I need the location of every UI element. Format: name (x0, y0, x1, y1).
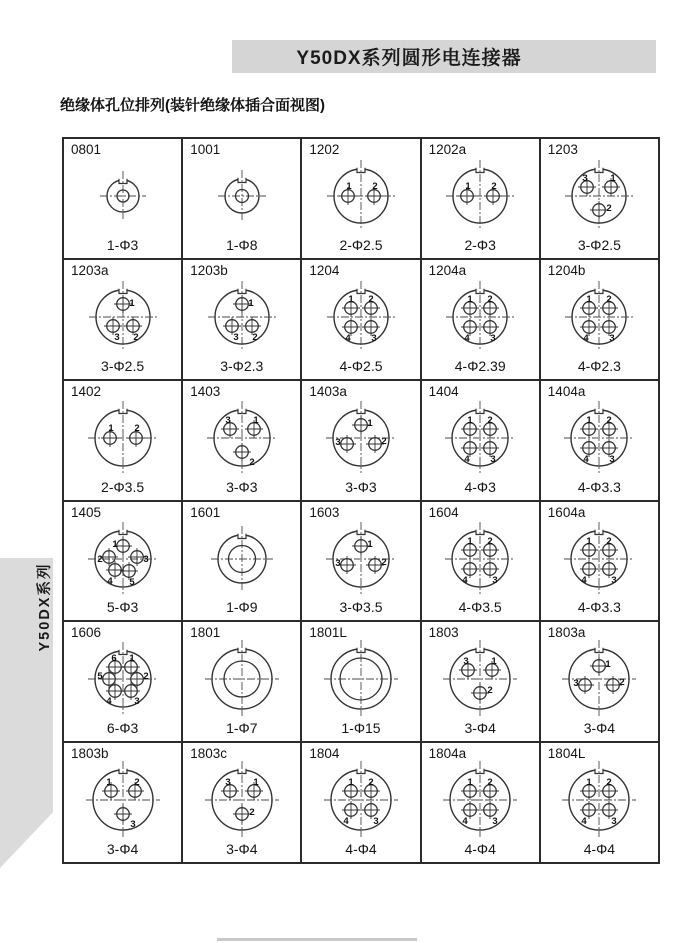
connector-diagram (73, 396, 173, 480)
table-cell (422, 139, 539, 258)
connector-diagram (549, 758, 649, 842)
diagram-area (192, 517, 292, 606)
hole-spec: 4-Φ4 (583, 841, 616, 857)
svg-text:3: 3 (492, 574, 498, 586)
hole-spec: 5-Φ3 (106, 599, 139, 616)
diagram-area (549, 758, 649, 847)
svg-text:2: 2 (619, 677, 626, 689)
table-cell (541, 743, 658, 862)
model-number: 1402 (71, 383, 102, 399)
svg-text:3: 3 (582, 173, 589, 184)
diagram-area (311, 396, 411, 485)
header-bar (232, 40, 656, 73)
svg-text:1: 1 (605, 659, 612, 671)
diagram-area (73, 758, 173, 847)
svg-text:2: 2 (487, 293, 493, 305)
svg-text:2: 2 (132, 331, 139, 343)
hole-spec: 4-Φ4 (345, 841, 377, 857)
model-number: 1203b (190, 262, 228, 278)
svg-text:2: 2 (133, 777, 140, 789)
svg-text:2: 2 (133, 422, 140, 434)
connector-diagram (192, 637, 292, 721)
hole-spec: 4-Φ2.3 (577, 357, 621, 374)
sidebar-series-label: Y50DX系列 (37, 562, 53, 652)
svg-text:1: 1 (348, 293, 354, 305)
hole-spec: 4-Φ3.3 (577, 478, 621, 495)
connector-diagram (311, 637, 411, 721)
svg-text:1: 1 (491, 656, 497, 668)
connector-diagram (192, 758, 292, 842)
table-cell (541, 381, 658, 500)
diagram-area (192, 758, 292, 847)
table-cell (183, 260, 300, 379)
diagram-area (549, 275, 649, 364)
hole-spec: 3-Φ2.5 (101, 357, 145, 374)
connector-diagram (549, 154, 649, 238)
table-cell (302, 622, 419, 741)
page-bottom-rule (217, 938, 417, 941)
svg-text:1: 1 (586, 777, 593, 789)
connector-diagram (311, 396, 411, 480)
table-cell (422, 260, 539, 379)
section-subtitle: 绝缘体孔位排列(装针绝缘体插合面视图) (60, 97, 325, 114)
connector-diagram (430, 275, 530, 359)
hole-spec: 3-Φ3 (226, 478, 258, 495)
svg-text:1: 1 (248, 297, 254, 309)
connector-diagram (192, 154, 292, 238)
hole-spec: 1-Φ15 (341, 720, 381, 737)
svg-text:2: 2 (381, 556, 387, 568)
model-number: 1803 (428, 625, 459, 641)
hole-spec: 3-Φ2.3 (220, 357, 264, 374)
svg-text:1: 1 (467, 535, 473, 547)
svg-text:1: 1 (586, 293, 593, 305)
hole-spec: 2-Φ2.5 (339, 236, 383, 253)
diagram-area (73, 517, 173, 606)
table-cell (183, 139, 300, 258)
svg-text:3: 3 (233, 331, 239, 343)
model-number: 1604 (428, 504, 459, 520)
svg-text:4: 4 (462, 574, 468, 586)
model-number: 1403a (309, 383, 347, 399)
hole-spec: 1-Φ7 (226, 720, 258, 737)
model-number: 1202 (309, 142, 340, 157)
hole-spec: 4-Φ2.5 (339, 357, 383, 374)
svg-text:4: 4 (343, 816, 349, 828)
hole-arrangement-table (62, 137, 660, 864)
page-title: Y50DX系列圆形电连接器 (296, 48, 522, 69)
model-number: 1204 (309, 262, 340, 278)
hole-spec: 3-Φ3 (345, 478, 377, 495)
model-number: 1803a (547, 625, 586, 641)
diagram-area (430, 758, 530, 847)
svg-text:2: 2 (491, 181, 497, 192)
connector-diagram (73, 758, 173, 842)
svg-text:5: 5 (128, 576, 135, 588)
svg-text:1: 1 (467, 777, 473, 789)
svg-text:4: 4 (583, 332, 590, 344)
svg-text:5: 5 (96, 671, 103, 683)
model-number: 1804 (309, 746, 340, 762)
svg-text:1: 1 (128, 653, 135, 665)
table-cell (302, 502, 419, 621)
connector-diagram (311, 758, 411, 842)
hole-spec: 3-Φ4 (106, 841, 139, 857)
table-cell (302, 260, 419, 379)
diagram-area (430, 517, 530, 606)
connector-diagram (311, 154, 411, 238)
hole-spec: 3-Φ4 (226, 841, 258, 857)
svg-text:3: 3 (490, 332, 496, 344)
model-number: 1202a (428, 142, 467, 157)
svg-text:2: 2 (252, 331, 258, 343)
diagram-area (73, 275, 173, 364)
model-number: 1803c (190, 746, 227, 762)
diagram-area (73, 154, 173, 243)
svg-text:4: 4 (345, 332, 351, 344)
table-cell (302, 381, 419, 500)
table-cell (64, 260, 181, 379)
svg-text:1: 1 (128, 297, 135, 309)
diagram-area (311, 637, 411, 726)
hole-spec: 3-Φ3.5 (339, 599, 383, 616)
svg-text:1: 1 (610, 173, 617, 184)
svg-text:1: 1 (105, 777, 112, 789)
svg-text:3: 3 (129, 819, 136, 831)
svg-text:1: 1 (367, 538, 373, 550)
table-cell (422, 622, 539, 741)
model-number: 1801L (309, 625, 347, 641)
svg-text:2: 2 (606, 293, 613, 305)
svg-text:3: 3 (142, 553, 149, 565)
model-number: 1603 (309, 504, 340, 520)
diagram-area (549, 396, 649, 485)
connector-diagram (549, 275, 649, 359)
model-number: 1403 (190, 383, 221, 399)
svg-text:1: 1 (467, 293, 473, 305)
svg-text:2: 2 (368, 777, 374, 789)
table-cell (422, 743, 539, 862)
connector-diagram (311, 517, 411, 601)
hole-spec: 1-Φ3 (106, 236, 139, 253)
svg-text:2: 2 (381, 435, 387, 447)
svg-text:1: 1 (107, 422, 114, 434)
svg-text:3: 3 (463, 656, 469, 668)
model-number: 1404 (428, 383, 459, 399)
connector-diagram (73, 517, 173, 601)
svg-text:2: 2 (368, 293, 374, 305)
table-cell (64, 743, 181, 862)
model-number: 1405 (71, 504, 102, 520)
svg-text:2: 2 (142, 671, 149, 683)
svg-text:1: 1 (253, 414, 259, 426)
svg-text:4: 4 (462, 816, 468, 828)
svg-text:2: 2 (487, 685, 493, 697)
hole-spec: 4-Φ3.3 (577, 599, 621, 616)
hole-spec: 4-Φ2.39 (454, 357, 506, 374)
svg-text:3: 3 (133, 696, 140, 708)
hole-spec: 4-Φ3.5 (458, 599, 502, 616)
svg-text:1: 1 (586, 535, 593, 547)
hole-spec: 3-Φ2.5 (577, 236, 621, 253)
hole-spec: 3-Φ4 (464, 720, 496, 737)
svg-text:4: 4 (105, 696, 112, 708)
svg-text:4: 4 (581, 816, 588, 828)
model-number: 1804L (547, 746, 586, 762)
connector-diagram (192, 517, 292, 601)
diagram-area (311, 758, 411, 847)
hole-spec: 3-Φ4 (583, 720, 616, 737)
connector-diagram (430, 396, 530, 480)
table-cell (64, 622, 181, 741)
table-cell (183, 381, 300, 500)
table-cell (541, 139, 658, 258)
svg-text:4: 4 (581, 574, 588, 586)
model-number: 1404a (547, 383, 586, 399)
model-number: 1601 (190, 504, 221, 520)
svg-text:2: 2 (96, 553, 103, 565)
connector-diagram (73, 637, 173, 721)
svg-text:4: 4 (583, 453, 590, 465)
diagram-area (192, 154, 292, 243)
connector-diagram (73, 154, 173, 238)
table-cell (183, 622, 300, 741)
svg-text:2: 2 (487, 777, 493, 789)
svg-text:3: 3 (113, 331, 120, 343)
svg-text:4: 4 (106, 575, 113, 587)
table-cell (64, 381, 181, 500)
svg-text:1: 1 (367, 417, 373, 429)
table-cell (64, 502, 181, 621)
model-number: 1204a (428, 262, 467, 278)
diagram-area (311, 154, 411, 243)
diagram-area (192, 275, 292, 364)
svg-text:3: 3 (609, 332, 616, 344)
svg-text:3: 3 (490, 453, 496, 465)
svg-text:3: 3 (335, 436, 341, 448)
diagram-area (549, 154, 649, 243)
svg-text:3: 3 (573, 678, 580, 690)
diagram-area (549, 517, 649, 606)
svg-text:3: 3 (371, 332, 377, 344)
model-number: 1606 (71, 625, 102, 641)
diagram-area (192, 396, 292, 485)
model-number: 1804a (428, 746, 467, 762)
model-number: 1803b (71, 746, 109, 762)
connector-diagram (192, 396, 292, 480)
table-cell (541, 622, 658, 741)
hole-spec: 1-Φ9 (226, 599, 258, 616)
diagram-area (430, 396, 530, 485)
table-cell (422, 502, 539, 621)
connector-diagram (73, 275, 173, 359)
diagram-area (192, 637, 292, 726)
connector-diagram (549, 517, 649, 601)
table-cell (541, 502, 658, 621)
model-number: 0801 (71, 142, 102, 157)
svg-text:1: 1 (111, 538, 118, 550)
connector-diagram (430, 758, 530, 842)
diagram-area (73, 637, 173, 726)
diagram-area (430, 275, 530, 364)
connector-diagram (311, 275, 411, 359)
connector-diagram (430, 154, 530, 238)
model-number: 1204b (547, 262, 586, 278)
hole-spec: 1-Φ8 (226, 236, 258, 253)
model-number: 1001 (190, 142, 221, 157)
table-cell (302, 743, 419, 862)
model-number: 1203a (71, 262, 109, 278)
svg-text:4: 4 (464, 453, 470, 465)
svg-text:2: 2 (487, 535, 493, 547)
model-number: 1801 (190, 625, 221, 641)
svg-text:3: 3 (492, 816, 498, 828)
svg-text:2: 2 (606, 777, 613, 789)
hole-spec: 4-Φ3 (464, 478, 496, 495)
table-cell (541, 260, 658, 379)
svg-text:3: 3 (225, 777, 231, 789)
svg-text:3: 3 (225, 414, 231, 426)
table-cell (422, 381, 539, 500)
svg-text:2: 2 (249, 807, 255, 819)
svg-text:3: 3 (335, 557, 341, 569)
svg-text:2: 2 (606, 414, 613, 426)
hole-spec: 4-Φ4 (464, 841, 496, 857)
svg-text:4: 4 (464, 332, 470, 344)
diagram-area (430, 154, 530, 243)
connector-diagram (549, 637, 649, 721)
svg-text:1: 1 (253, 777, 259, 789)
hole-spec: 2-Φ3 (464, 236, 496, 253)
model-number: 1604a (547, 504, 586, 520)
model-number: 1203 (547, 142, 578, 157)
table-cell (183, 743, 300, 862)
connector-diagram (192, 275, 292, 359)
svg-text:2: 2 (606, 203, 613, 214)
diagram-area (73, 396, 173, 485)
svg-text:3: 3 (611, 816, 618, 828)
diagram-area (430, 637, 530, 726)
svg-text:1: 1 (348, 777, 354, 789)
table-cell (183, 502, 300, 621)
diagram-area (549, 637, 649, 726)
hole-spec: 6-Φ3 (106, 720, 139, 737)
table-cell (64, 139, 181, 258)
svg-text:3: 3 (609, 453, 616, 465)
table-cell (302, 139, 419, 258)
svg-text:1: 1 (346, 181, 352, 192)
svg-text:2: 2 (487, 414, 493, 426)
svg-text:2: 2 (249, 456, 255, 468)
svg-text:3: 3 (373, 816, 379, 828)
connector-diagram (549, 396, 649, 480)
svg-text:2: 2 (372, 181, 378, 192)
svg-text:1: 1 (467, 414, 473, 426)
connector-diagram (430, 637, 530, 721)
diagram-area (311, 275, 411, 364)
hole-spec: 2-Φ3.5 (101, 478, 145, 495)
svg-text:6: 6 (110, 653, 117, 665)
svg-text:2: 2 (606, 535, 613, 547)
svg-text:1: 1 (586, 414, 593, 426)
svg-text:1: 1 (465, 181, 471, 192)
svg-text:3: 3 (611, 574, 618, 586)
diagram-area (311, 517, 411, 606)
connector-diagram (430, 517, 530, 601)
